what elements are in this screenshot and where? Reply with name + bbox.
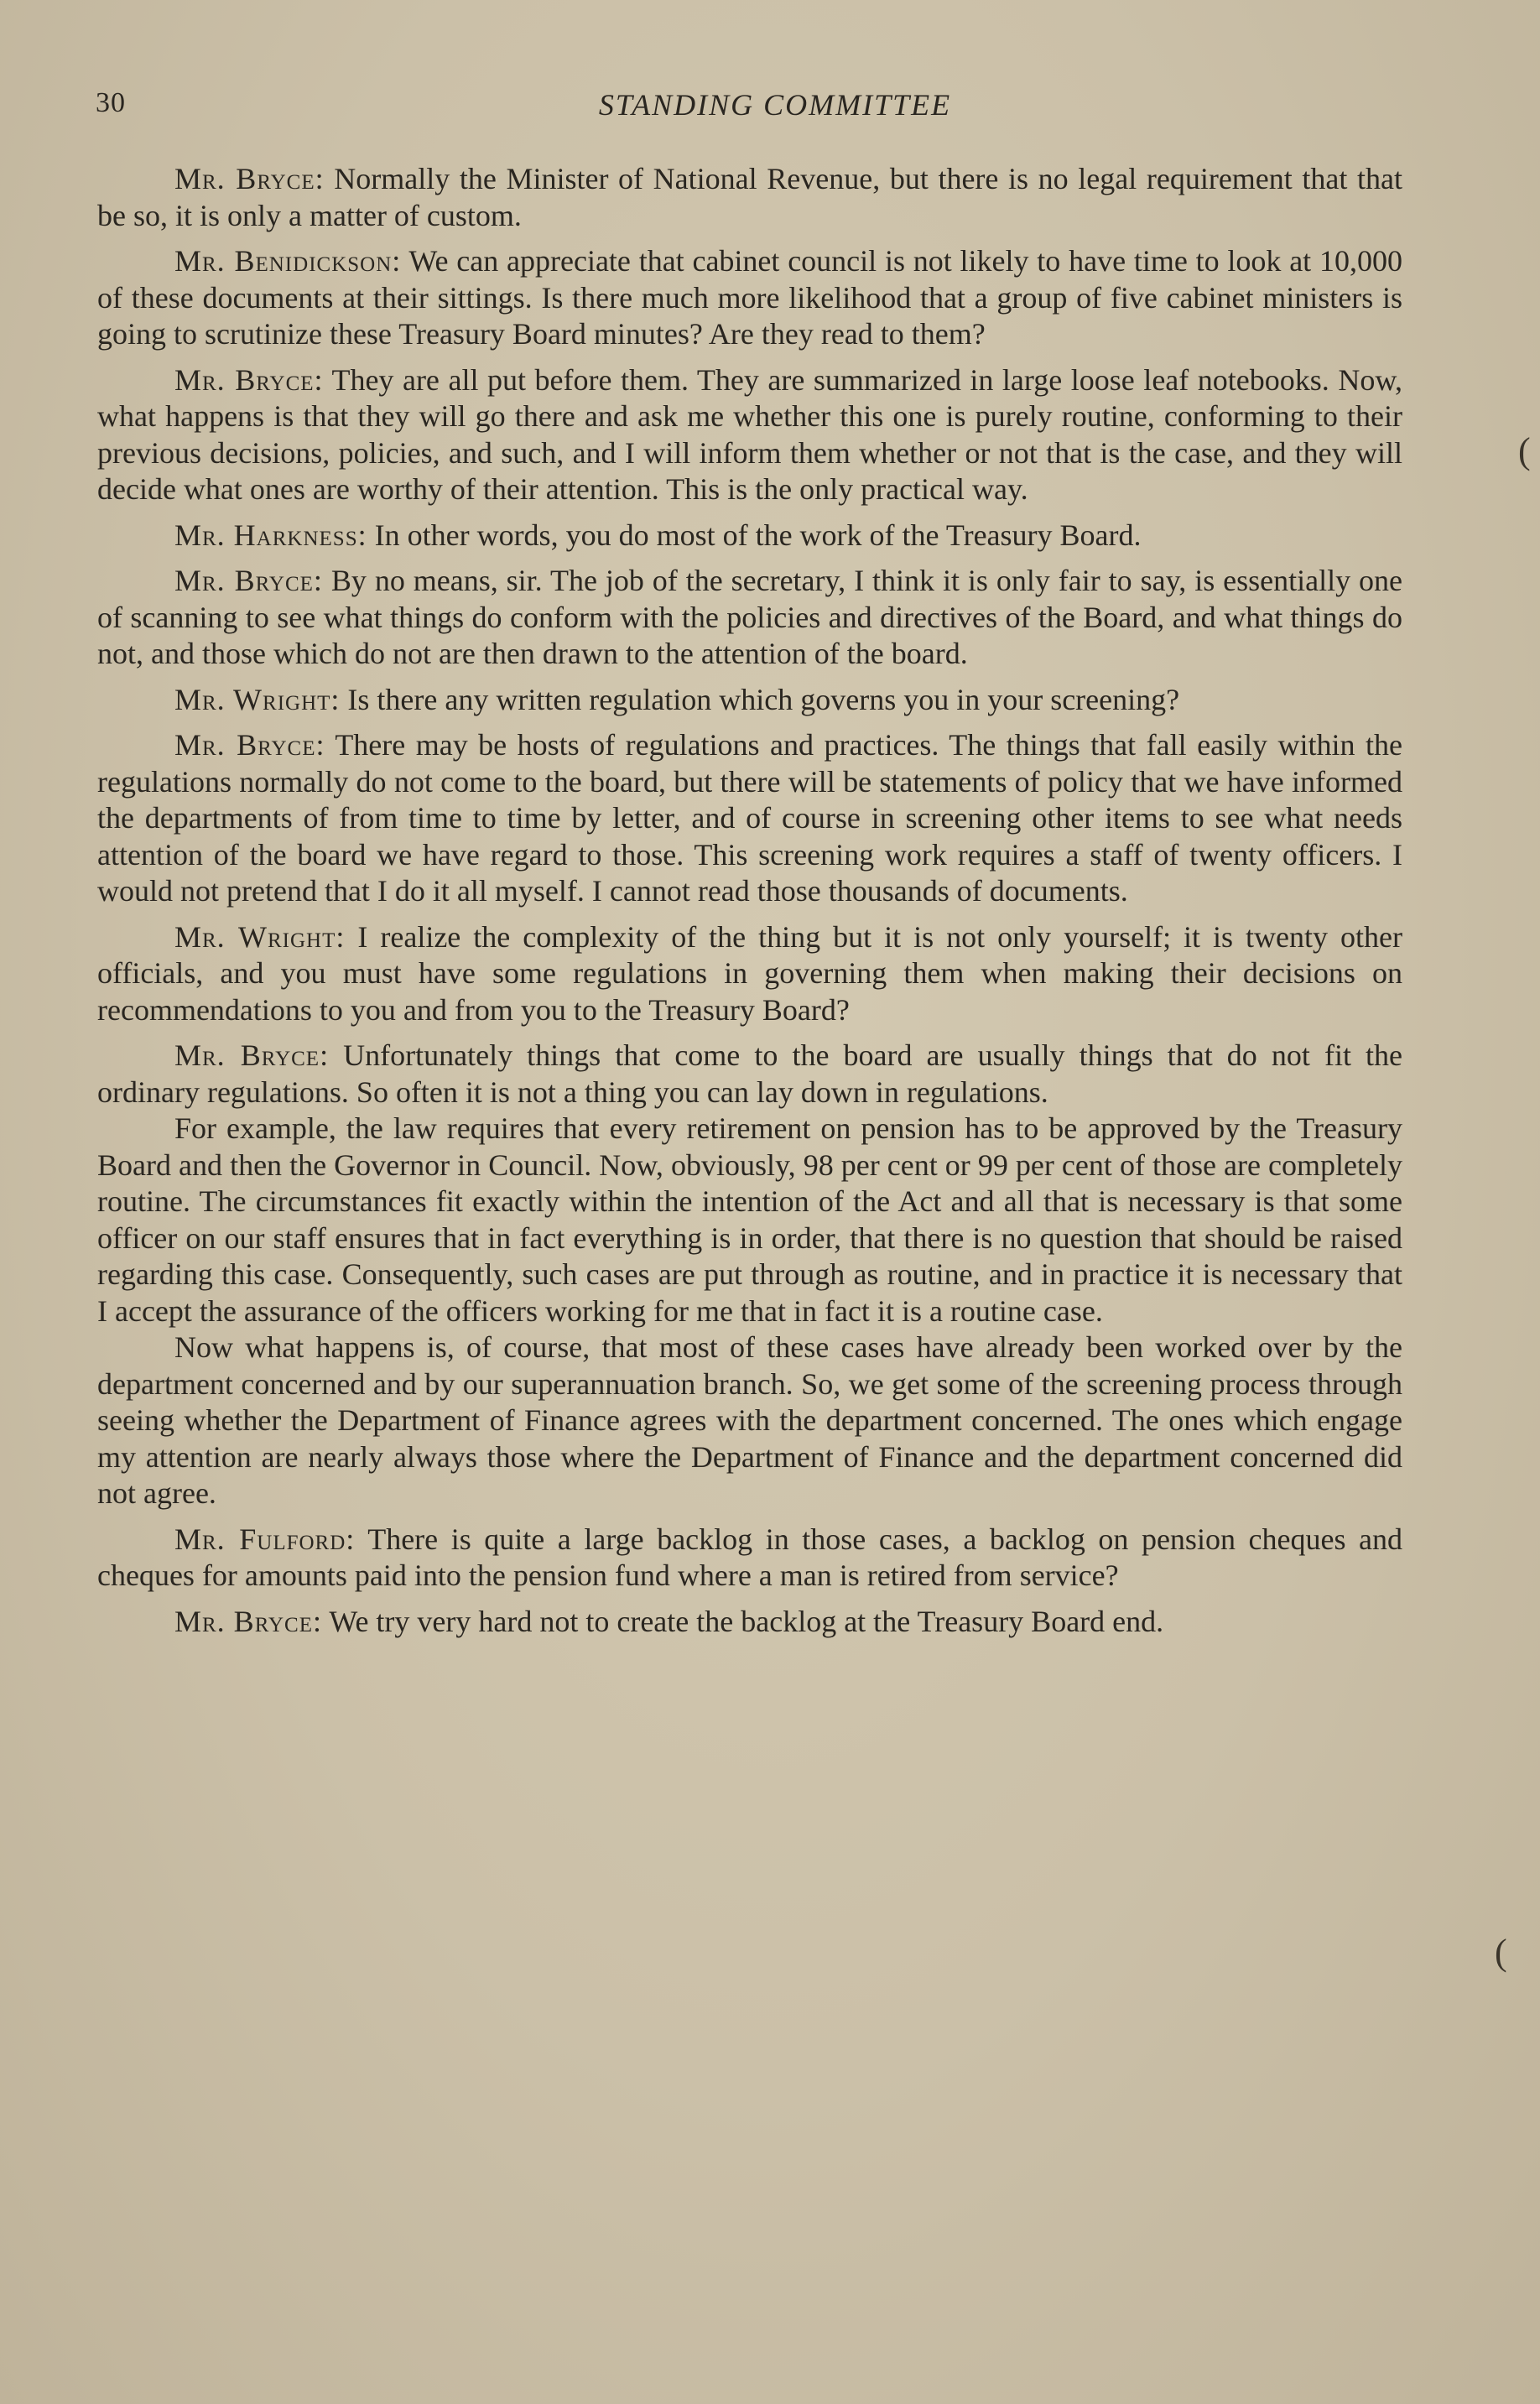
page-header: [96, 87, 1404, 129]
transcript-paragraph: [97, 1111, 1402, 1329]
transcript-paragraph: [97, 1038, 1402, 1111]
transcript-paragraph: [97, 161, 1402, 234]
paragraph-text: In other words, you do most of the work of the Treasury Board.: [374, 518, 1142, 552]
speaker-name: Mr. Bryce:: [174, 1038, 330, 1072]
paragraph-text: They are all put before them. They are summarized in large loose leaf notebooks. Now, what happens is that they will go there and ask me whether this one is purely routine, conforming to their previous decisions, policies, and such, and I will inform them whether or not that is the case, and they will decide what ones are worthy of their attention. This is the only practical way.: [97, 362, 1402, 506]
speaker-name: Mr. Wright:: [174, 919, 346, 954]
paragraph-text: There may be hosts of regulations and practices. The things that fall easily within the regulations normally do not come to the board, but there will be statements of policy that we have informed the departments of from time to time by letter, and of course in screening other items to see what needs attention of the board we have regard to those. This screening work requires a staff of twenty officers. I would not pretend that I do it all myself. I cannot read those thousands of documents.: [97, 728, 1402, 908]
transcript-paragraph: [97, 563, 1402, 673]
transcript-paragraph: [97, 1329, 1402, 1512]
paragraph-text: Is there any written regulation which governs you in your screening?: [347, 682, 1180, 716]
paragraph-text: Normally the Minister of National Revenue, but there is no legal requirement that that be so, it is only a matter of custom.: [97, 162, 1402, 232]
speaker-name: Mr. Bryce:: [174, 162, 325, 195]
margin-bracket-mark: (: [1495, 1932, 1507, 1973]
speaker-name: Mr. Wright:: [174, 682, 341, 716]
transcript-paragraph: [97, 1604, 1402, 1641]
paragraph-text: For example, the law requires that every retirement on pension has to be approved by the Treasury Board and then the Governor in Council. Now, obviously, 98 per cent or 99 per cent of those are completely routine. The circumstances fit exactly within the intention of the Act and all that is necessary is that some officer on our staff ensures that in fact everything is in order, that there is no question that should be raised regarding this case. Consequently, such cases are put through as routine, and in practice it is necessary that I accept the assurance of the officers working for me that in fact it is a routine case.: [97, 1111, 1402, 1328]
transcript-paragraph: [97, 1522, 1402, 1595]
paragraph-text: We can appreciate that cabinet council is not likely to have time to look at 10,000 of these documents at their sittings. Is there much more likelihood that a group of five cabinet ministers is going to scrutinize these Treasury Board minutes? Are they read to them?: [97, 244, 1402, 351]
paragraph-text: We try very hard not to create the backlog at the Treasury Board end.: [329, 1604, 1164, 1638]
paragraph-text: There is quite a large backlog in those cases, a backlog on pension cheques and cheques for amounts paid into the pension fund where a man is retired from service?: [97, 1522, 1402, 1592]
transcript-paragraph: [97, 518, 1402, 554]
transcript-body: [97, 161, 1402, 1649]
transcript-paragraph: [97, 362, 1402, 508]
speaker-name: Mr. Fulford:: [174, 1522, 356, 1556]
transcript-paragraph: [97, 243, 1402, 353]
margin-bracket-mark: (: [1518, 430, 1531, 471]
paragraph-text: By no means, sir. The job of the secretary, I think it is only fair to say, is essentially one of scanning to see what things do conform with the policies and directives of the Board, and what things do not, and those which do not are then drawn to the attention of the board.: [97, 564, 1403, 670]
paragraph-text: Unfortunately things that come to the board are usually things that do not fit the ordinary regulations. So often it is not a thing you can lay down in regulations.: [97, 1038, 1402, 1109]
speaker-name: Mr. Bryce:: [174, 728, 325, 762]
transcript-paragraph: [97, 919, 1402, 1029]
paragraph-text: I realize the complexity of the thing but it is not only yourself; it is twenty other officials, and you must have some regulations in governing them when making their decisions on recommendations to you and from you to the Treasury Board?: [97, 919, 1402, 1027]
speaker-name: Mr. Bryce:: [174, 362, 324, 397]
speaker-name: Mr. Bryce:: [174, 564, 323, 597]
transcript-paragraph: [97, 682, 1402, 719]
speaker-name: Mr. Harkness:: [174, 518, 367, 552]
paragraph-text: Now what happens is, of course, that most of these cases have already been worked over by the department concerned and by our superannuation branch. So, we get some of the screening process through seeing whether the Department of Finance agrees with the department concerned. The ones which engage my attention are nearly always those where the Department of Finance and the department concerned did not agree.: [97, 1330, 1402, 1510]
speaker-name: Mr. Benidickson:: [174, 244, 402, 278]
running-head: STANDING COMMITTEE: [598, 88, 952, 122]
speaker-name: Mr. Bryce:: [174, 1604, 322, 1638]
page-number: 30: [96, 87, 126, 118]
transcript-paragraph: [97, 727, 1402, 910]
